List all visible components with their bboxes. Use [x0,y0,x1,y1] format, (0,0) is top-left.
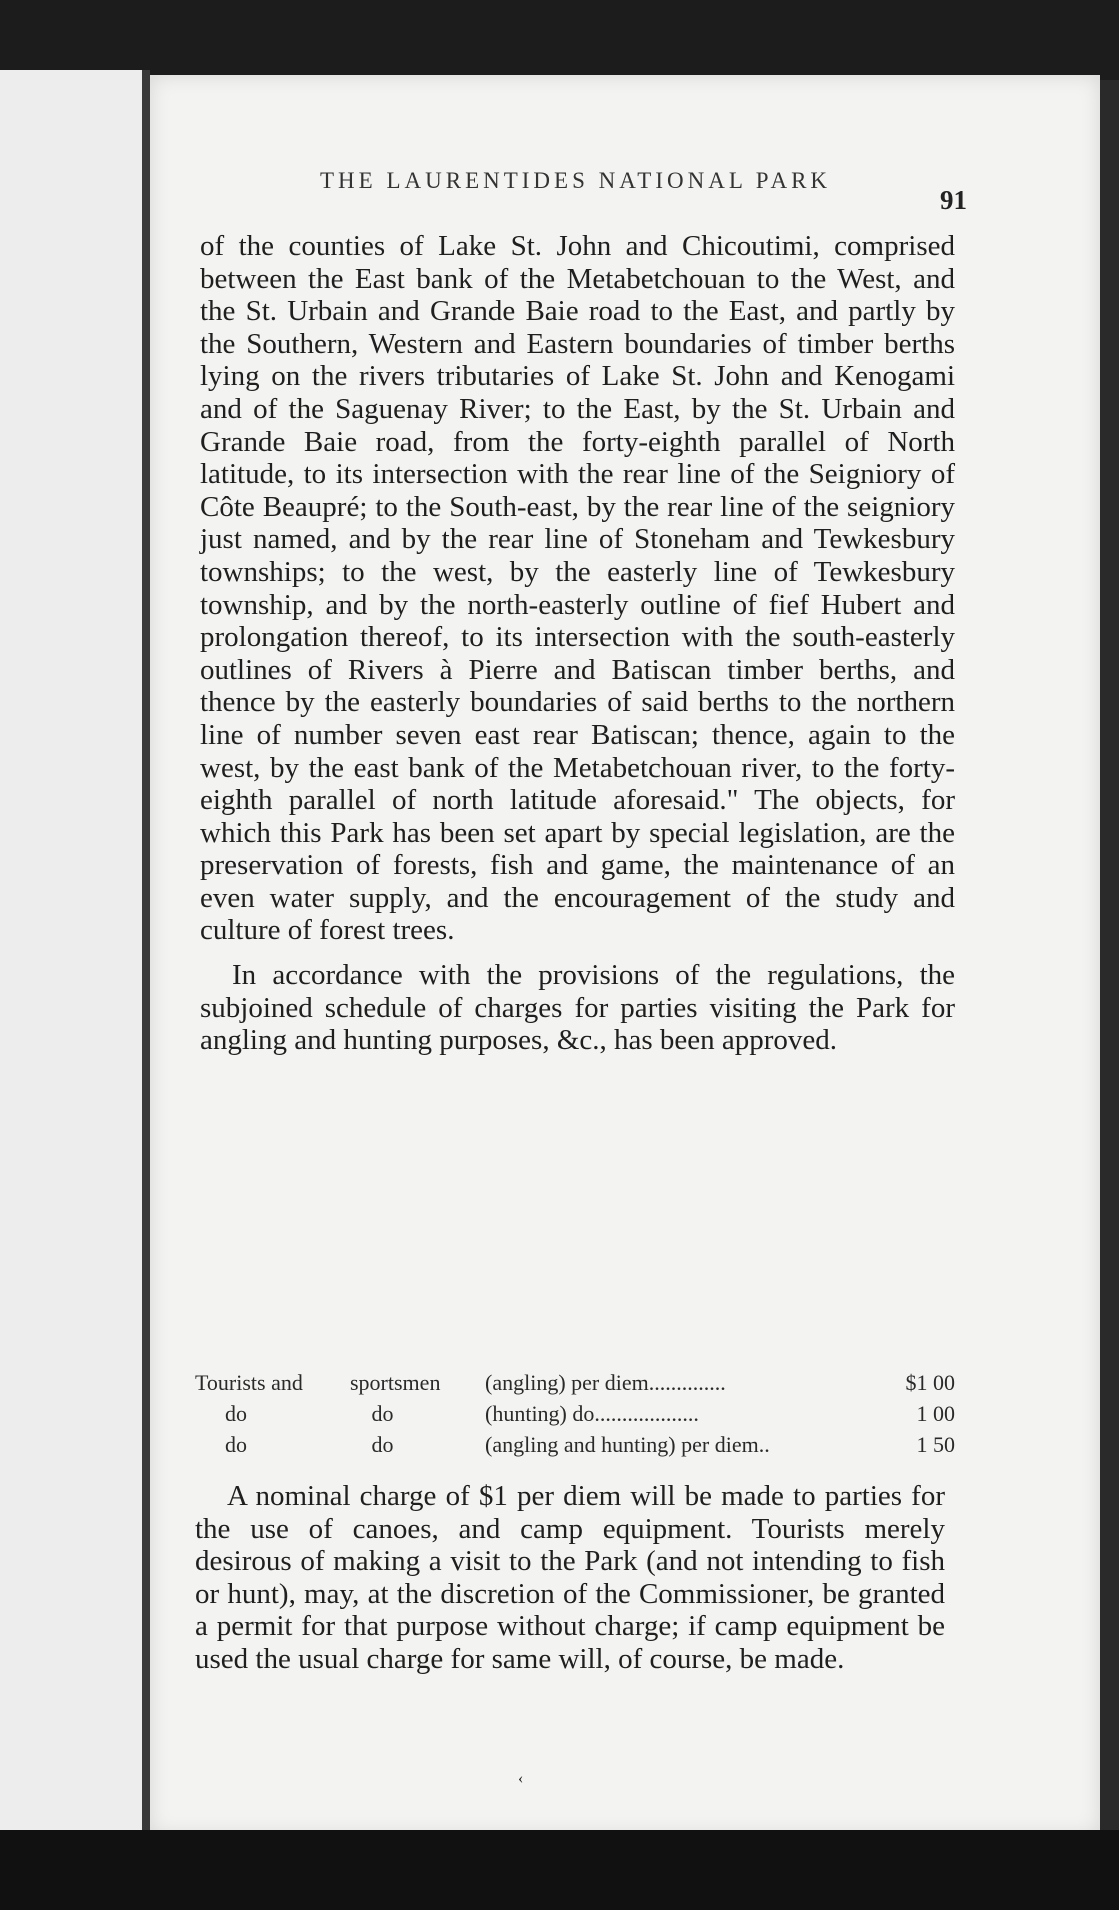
schedule-who-b: do [371,1401,394,1426]
schedule-activity: (hunting) do................... [485,1401,699,1426]
schedule-who-a: Tourists and [195,1370,303,1395]
paragraph-2: In accordance with the provisions of the regulations, the subjoined schedule of charges for parties visiting the Park for angling and hunting purposes, &c., has been approved. [200,959,955,1057]
running-title: THE LAURENTIDES NATIONAL PARK [320,168,832,193]
scan-bottom-border [0,1830,1119,1910]
schedule-amount: 1 50 [916,1432,955,1457]
schedule-amount: $1 00 [905,1370,955,1395]
charges-schedule [195,1370,955,1463]
page-number: 91 [940,185,967,215]
schedule-who-b: sportsmen [350,1370,441,1395]
paragraph-1: of the counties of Lake St. John and Chicoutimi, comprised between the East bank of the Metabetchouan to the West, and the St. Urbain and Grande Baie road to the East, and partly by the Southern, Western and Eastern boundaries of timber berths lying on the rivers tributaries of Lake St. John and Kenogami and of the Saguenay River; to the East, by the St. Urbain and Grande Baie road, from the forty-eighth parallel of North latitude, to its intersection with the rear line of the Seigniory of Côte Beaupré; to the South-east, by the rear line of the seigniory just named, and by the rear line of Stoneham and Tewkesbury townships; to the west, by the easterly line of Tewkesbury township, and by the north-easterly outline of fief Hubert and prolongation thereof, to its intersection with the south-easterly outlines of Rivers à Pierre and Batiscan timber berths, and thence by the easterly boundaries of said berths to the northern line of number seven east rear Batiscan; thence, again to the west, by the east bank of the Metabetchouan river, to the forty-eighth parallel of north latitude aforesaid." The objects, for which this Park has been set apart by special legislation, are the preservation of forests, fish and game, the maintenance of an even water supply, and the encouragement of the study and culture of forest trees. [200,230,955,947]
scan-top-border [0,0,1119,80]
schedule-who-b: do [371,1432,394,1457]
schedule-row [195,1401,955,1432]
schedule-who-a: do [225,1432,247,1457]
schedule-row [195,1370,955,1401]
schedule-activity: (angling and hunting) per diem.. [485,1432,770,1457]
schedule-who-a: do [225,1401,247,1426]
body-text [200,230,955,1057]
footer-mark: ‹ [518,1770,524,1787]
body-text-continued [195,1480,945,1676]
paragraph-3: A nominal charge of $1 per diem will be made to parties for the use of canoes, and camp equipment. Tourists merely desirous of making a visit to the Park (and not intending to fish or hunt), may, at the discretion of the Commissioner, be granted a permit for that purpose without charge; if camp equipment be used the usual charge for same will, of course, be made. [195,1480,945,1675]
schedule-amount: 1 00 [916,1401,955,1426]
schedule-row [195,1432,955,1463]
schedule-activity: (angling) per diem.............. [485,1370,726,1395]
facing-page-edge [0,70,150,1840]
